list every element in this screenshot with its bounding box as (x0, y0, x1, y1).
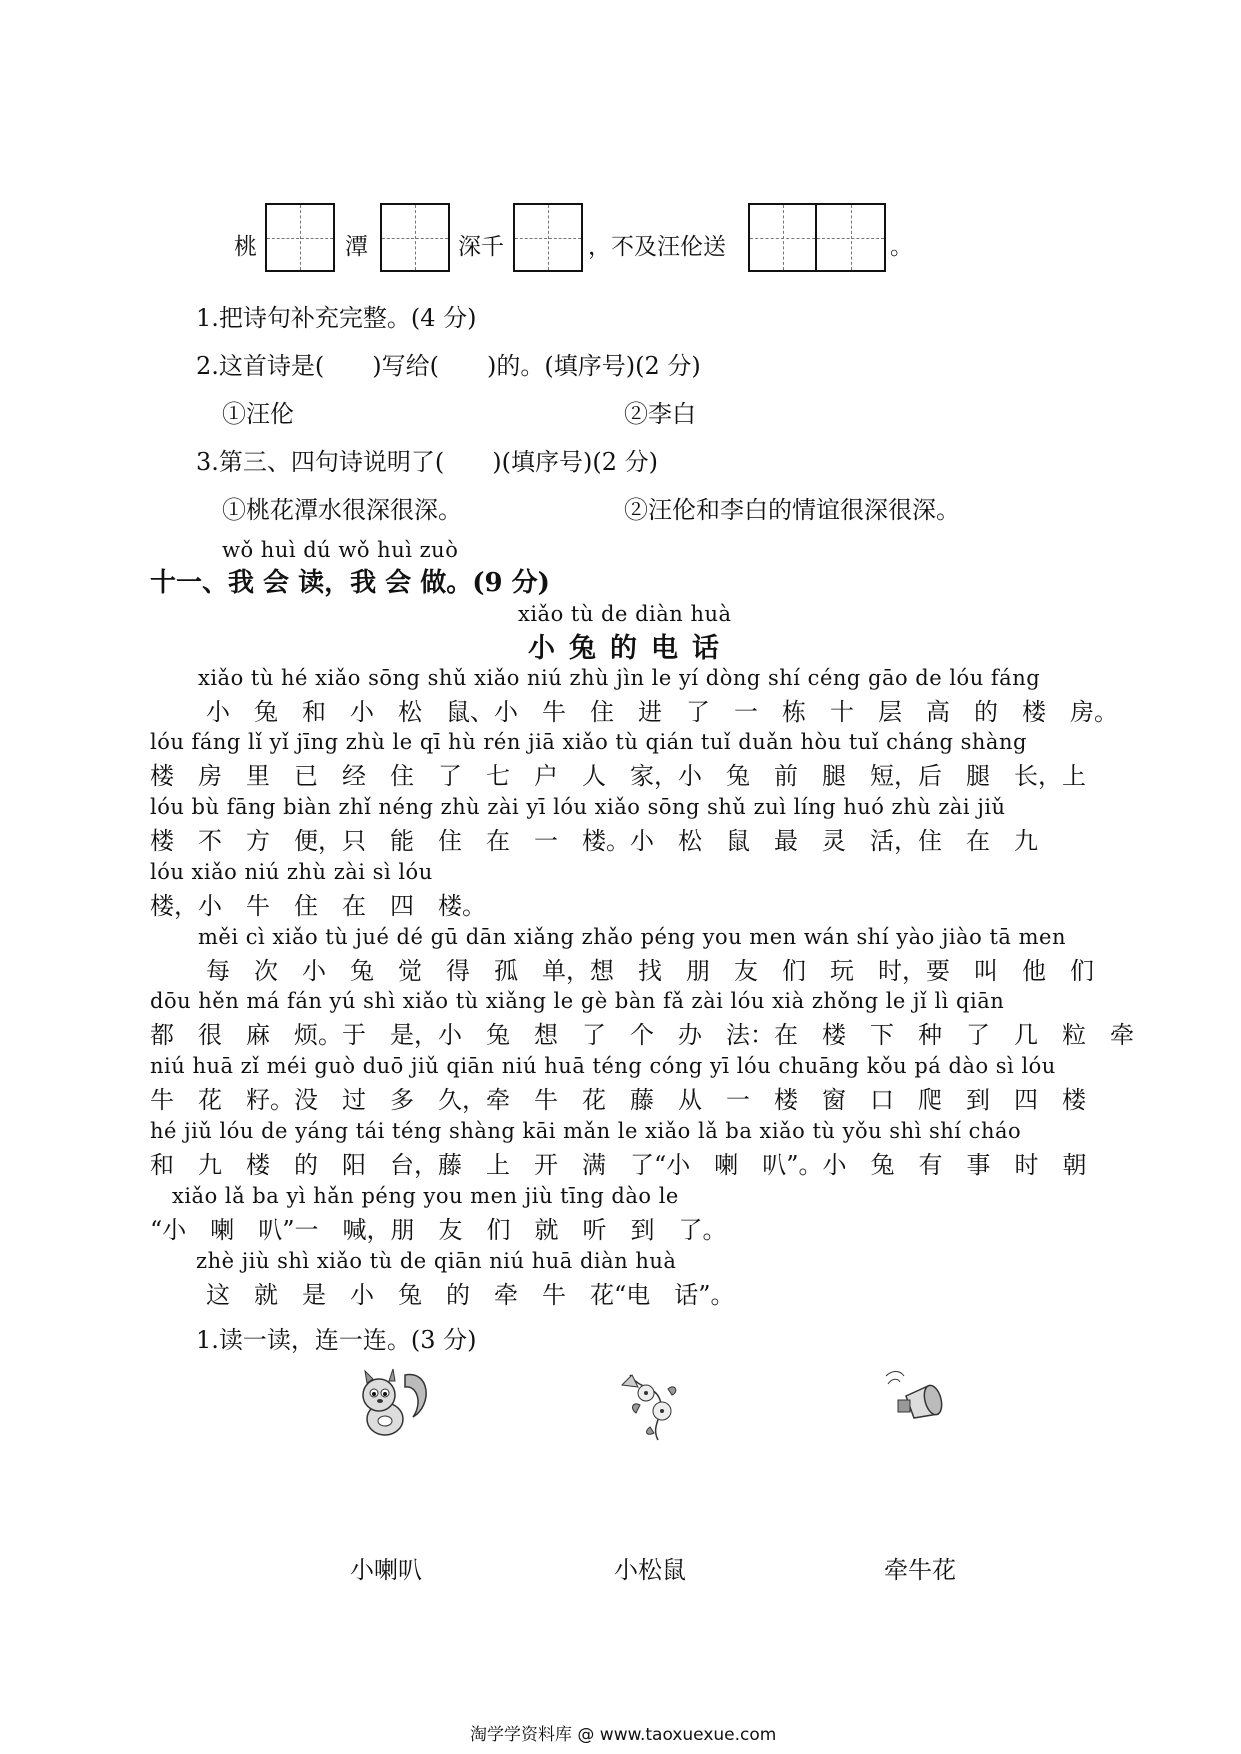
story-text-4: 楼，小 牛 住 在 四 楼。 (150, 892, 486, 920)
question-1: 1.把诗句补充完整。(4 分) (196, 304, 477, 332)
story-text-8: 和 九 楼 的 阳 台，藤 上 开 满 了“小 喇 叭”。小 兔 有 事 时 朝 (150, 1151, 1087, 1179)
trumpet-picture[interactable] (880, 1370, 960, 1440)
story-pinyin-9: xiǎo lǎ ba yì hǎn péng you men jiù tīng dào le (172, 1184, 679, 1208)
story-text-9: “小 喇 叭”一 喊，朋 友 们 就 听 到 了。 (150, 1216, 727, 1244)
story-pinyin-10: zhè jiù shì xiǎo tù de qiān niú huā diàn huà (196, 1249, 677, 1273)
poem-text-2: 潭 (345, 234, 368, 260)
morning-glory-picture[interactable] (610, 1365, 690, 1445)
story-title-pinyin: xiǎo tù de diàn huà (518, 602, 732, 626)
story-pinyin-3: lóu bù fāng biàn zhǐ néng zhù zài yī lóu xiǎo sōng shǔ zuì líng huó zhù zài jiǔ (150, 795, 1006, 819)
answer-box-2[interactable] (380, 203, 450, 272)
story-pinyin-2: lóu fáng lǐ yǐ jīng zhù le qī hù rén jiā xiǎo tù qián tuǐ duǎn hòu tuǐ cháng shàng (150, 730, 1027, 754)
word-small-squirrel[interactable]: 小松鼠 (614, 1556, 686, 1584)
word-morning-glory[interactable]: 牵牛花 (884, 1556, 956, 1584)
question-2: 2.这首诗是( )写给( )的。(填序号)(2 分) (196, 352, 701, 380)
poem-text-1: 桃 (234, 234, 257, 260)
answer-box-1[interactable] (265, 203, 335, 272)
question-3-option-2: ②汪伦和李白的情谊很深很深。 (624, 496, 960, 524)
story-text-7: 牛 花 籽。没 过 多 久，牵 牛 花 藤 从 一 楼 窗 口 爬 到 四 楼 (150, 1086, 1086, 1114)
story-pinyin-4: lóu xiǎo niú zhù zài sì lóu (150, 860, 433, 884)
story-text-6: 都 很 麻 烦。于 是，小 兔 想 了 个 办 法：在 楼 下 种 了 几 粒 牵 (150, 1021, 1134, 1049)
question-3-option-1: ①桃花潭水很深很深。 (222, 496, 462, 524)
section-11-pinyin: wǒ huì dú wǒ huì zuò (222, 538, 459, 562)
story-title: 小兔的电话 (528, 633, 733, 664)
story-text-10: 这 就 是 小 兔 的 牵 牛 花“电 话”。 (206, 1281, 735, 1309)
section-11-title: 十一、我 会 读，我 会 做。(9 分) (150, 568, 550, 598)
trumpet-icon (880, 1370, 960, 1440)
story-text-1: 小 兔 和 小 松 鼠、小 牛 住 进 了 一 栋 十 层 高 的 楼 房。 (206, 698, 1118, 726)
poem-text-3: 深千 (458, 234, 504, 260)
story-pinyin-7: niú huā zǐ méi guò duō jiǔ qiān niú huā téng cóng yī lóu chuāng kǒu pá dào sì lóu (150, 1054, 1056, 1078)
footer-watermark: 淘学学资料库 @ www.taoxuexue.com (470, 1725, 777, 1745)
question-2-option-2: ②李白 (624, 400, 696, 428)
story-text-2: 楼 房 里 已 经 住 了 七 户 人 家，小 兔 前 腿 短，后 腿 长，上 (150, 762, 1086, 790)
squirrel-icon (345, 1365, 435, 1445)
story-text-5: 每 次 小 兔 觉 得 孤 单，想 找 朋 友 们 玩 时，要 叫 他 们 (206, 957, 1094, 985)
story-pinyin-6: dōu hěn má fán yú shì xiǎo tù xiǎng le gè bàn fǎ zài lóu xià zhǒng le jǐ lì qiān (150, 989, 1005, 1013)
story-pinyin-5: měi cì xiǎo tù jué dé gū dān xiǎng zhǎo péng you men wán shí yào jiào tā men (198, 925, 1066, 949)
poem-text-4: ，不及汪伦送 (588, 234, 726, 260)
poem-text-5: 。 (890, 234, 913, 260)
story-text-3: 楼 不 方 便，只 能 住 在 一 楼。小 松 鼠 最 灵 活，住 在 九 (150, 827, 1038, 855)
question-3: 3.第三、四句诗说明了( )(填序号)(2 分) (196, 448, 658, 476)
connect-question: 1.读一读，连一连。(3 分) (196, 1326, 477, 1354)
answer-box-3[interactable] (513, 203, 583, 272)
story-pinyin-8: hé jiǔ lóu de yáng tái téng shàng kāi mǎn le xiǎo lǎ ba xiǎo tù yǒu shì shí cháo (150, 1119, 1022, 1143)
question-2-option-1: ①汪伦 (222, 400, 294, 428)
story-pinyin-1: xiǎo tù hé xiǎo sōng shǔ xiǎo niú zhù jìn le yí dòng shí céng gāo de lóu fáng (198, 666, 1041, 690)
squirrel-picture[interactable] (345, 1365, 435, 1445)
answer-box-4[interactable] (748, 203, 886, 272)
word-small-trumpet[interactable]: 小喇叭 (350, 1556, 422, 1584)
morning-glory-icon (610, 1365, 690, 1445)
